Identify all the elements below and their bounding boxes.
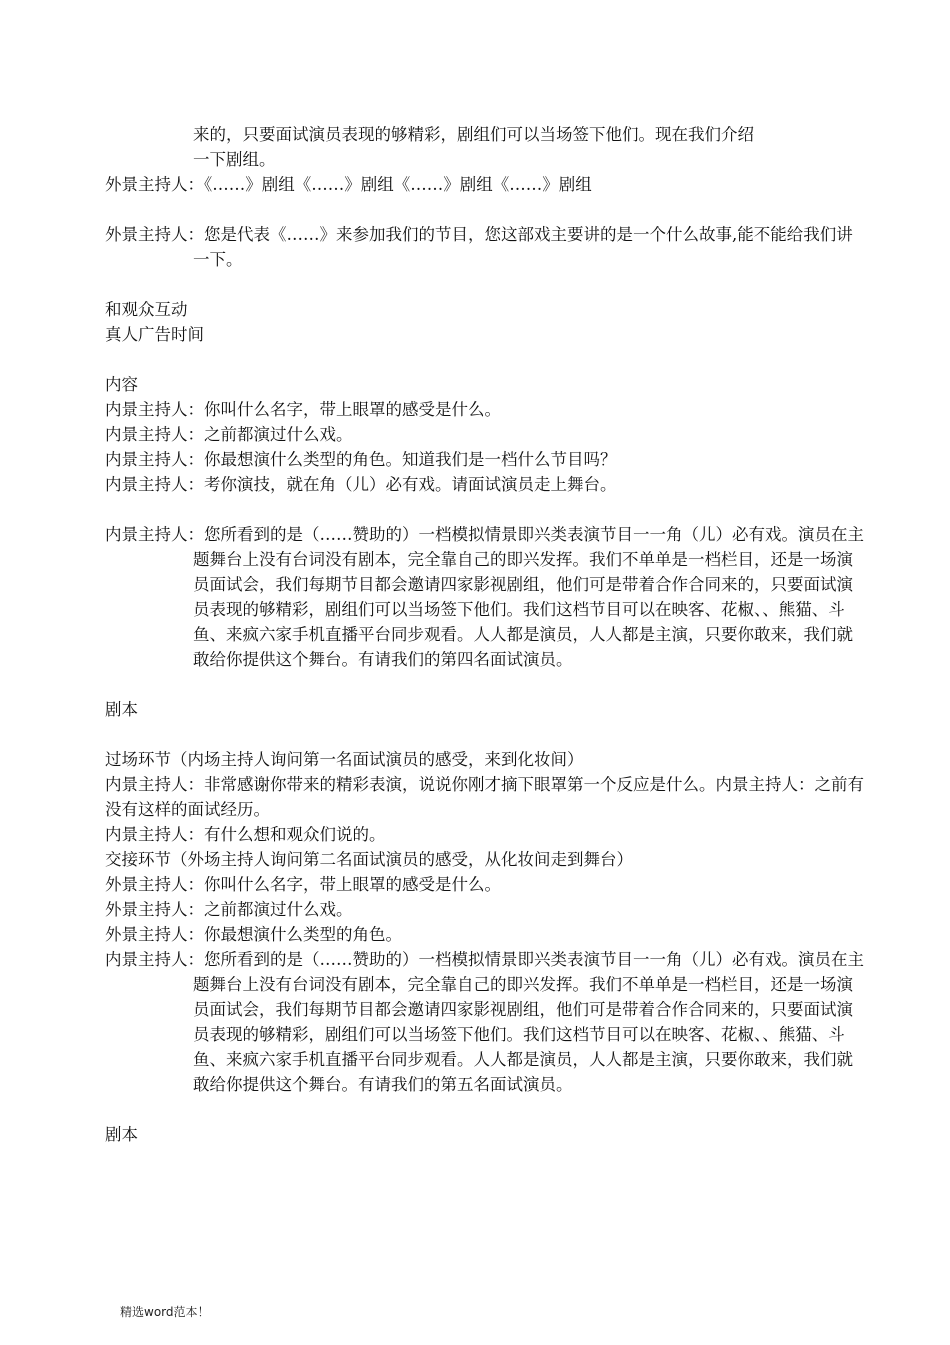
page-footer: 精选word范本！ — [120, 1305, 210, 1319]
blank-line — [105, 347, 865, 372]
section-heading: 剧本 — [105, 700, 138, 719]
blank-line — [105, 497, 865, 522]
blank-line — [105, 1097, 865, 1122]
section-heading: 过场环节（内场主持人询问第一名面试演员的感受，来到化妆间） — [105, 750, 584, 769]
section-heading: 和观众互动 — [105, 300, 188, 319]
section-heading: 剧本 — [105, 1125, 138, 1144]
section-heading: 内容 — [105, 375, 138, 394]
dialogue-line: 外景主持人：你最想演什么类型的角色。 — [105, 925, 402, 944]
dialogue-paragraph: 内景主持人：您所看到的是（……赞助的）一档模拟情景即兴类表演节目一一角（儿）必有戏。演员在主题舞台上没有台词没有剧本，完全靠自己的即兴发挥。我们不单单是一档栏目，还是一场演员面试会，我们每期节目都会邀请四家影视剧组，他们可是带着合作合同来的，只要面试演员表现的够精彩，剧组们可以当场签下他们。我们这档节目可以在映客、花椒、、熊猫、斗鱼、来疯六家手机直播平台同步观看。人人都是演员，人人都是主演，只要你敢来，我们就敢给你提供这个舞台。有请我们的第四名面试演员。 — [105, 525, 864, 669]
paragraph-continuation: 来的，只要面试演员表现的够精彩，剧组们可以当场签下他们。现在我们介绍 — [193, 125, 754, 144]
section-heading: 真人广告时间 — [105, 325, 204, 344]
dialogue-line: 内景主持人：你最想演什么类型的角色。知道我们是一档什么节目吗？ — [105, 450, 617, 469]
dialogue-line: 外景主持人：你叫什么名字，带上眼罩的感受是什么。 — [105, 875, 501, 894]
dialogue-line: 外景主持人：之前都演过什么戏。 — [105, 900, 353, 919]
dialogue-paragraph: 内景主持人：您所看到的是（……赞助的）一档模拟情景即兴类表演节目一一角（儿）必有戏。演员在主题舞台上没有台词没有剧本，完全靠自己的即兴发挥。我们不单单是一档栏目，还是一场演员面试会，我们每期节目都会邀请四家影视剧组，他们可是带着合作合同来的，只要面试演员表现的够精彩，剧组们可以当场签下他们。我们这档节目可以在映客、花椒、、熊猫、斗鱼、来疯六家手机直播平台同步观看。人人都是演员，人人都是主演，只要你敢来，我们就敢给你提供这个舞台。有请我们的第五名面试演员。 — [105, 950, 864, 1094]
blank-line — [105, 672, 865, 697]
dialogue-line: 内景主持人：有什么想和观众们说的。 — [105, 825, 386, 844]
section-heading: 交接环节（外场主持人询问第二名面试演员的感受，从化妆间走到舞台） — [105, 850, 633, 869]
blank-line — [105, 272, 865, 297]
dialogue-line: 内景主持人：之前都演过什么戏。 — [105, 425, 353, 444]
blank-line — [105, 722, 865, 747]
paragraph-continuation: 一下剧组。 — [193, 150, 276, 169]
dialogue-paragraph: 外景主持人：您是代表《……》来参加我们的节目，您这部戏主要讲的是一个什么故事,能不能给我们讲一下。 — [105, 225, 853, 269]
dialogue-line: 外景主持人：《……》剧组《……》剧组《……》剧组《……》剧组 — [105, 175, 592, 194]
dialogue-line: 内景主持人：考你演技，就在角（儿）必有戏。请面试演员走上舞台。 — [105, 475, 617, 494]
document-body — [105, 122, 865, 1147]
dialogue-paragraph: 内景主持人：非常感谢你带来的精彩表演，说说你刚才摘下眼罩第一个反应是什么。内景主持人：之前有没有这样的面试经历。 — [105, 775, 864, 819]
blank-line — [105, 197, 865, 222]
dialogue-line: 内景主持人：你叫什么名字，带上眼罩的感受是什么。 — [105, 400, 501, 419]
